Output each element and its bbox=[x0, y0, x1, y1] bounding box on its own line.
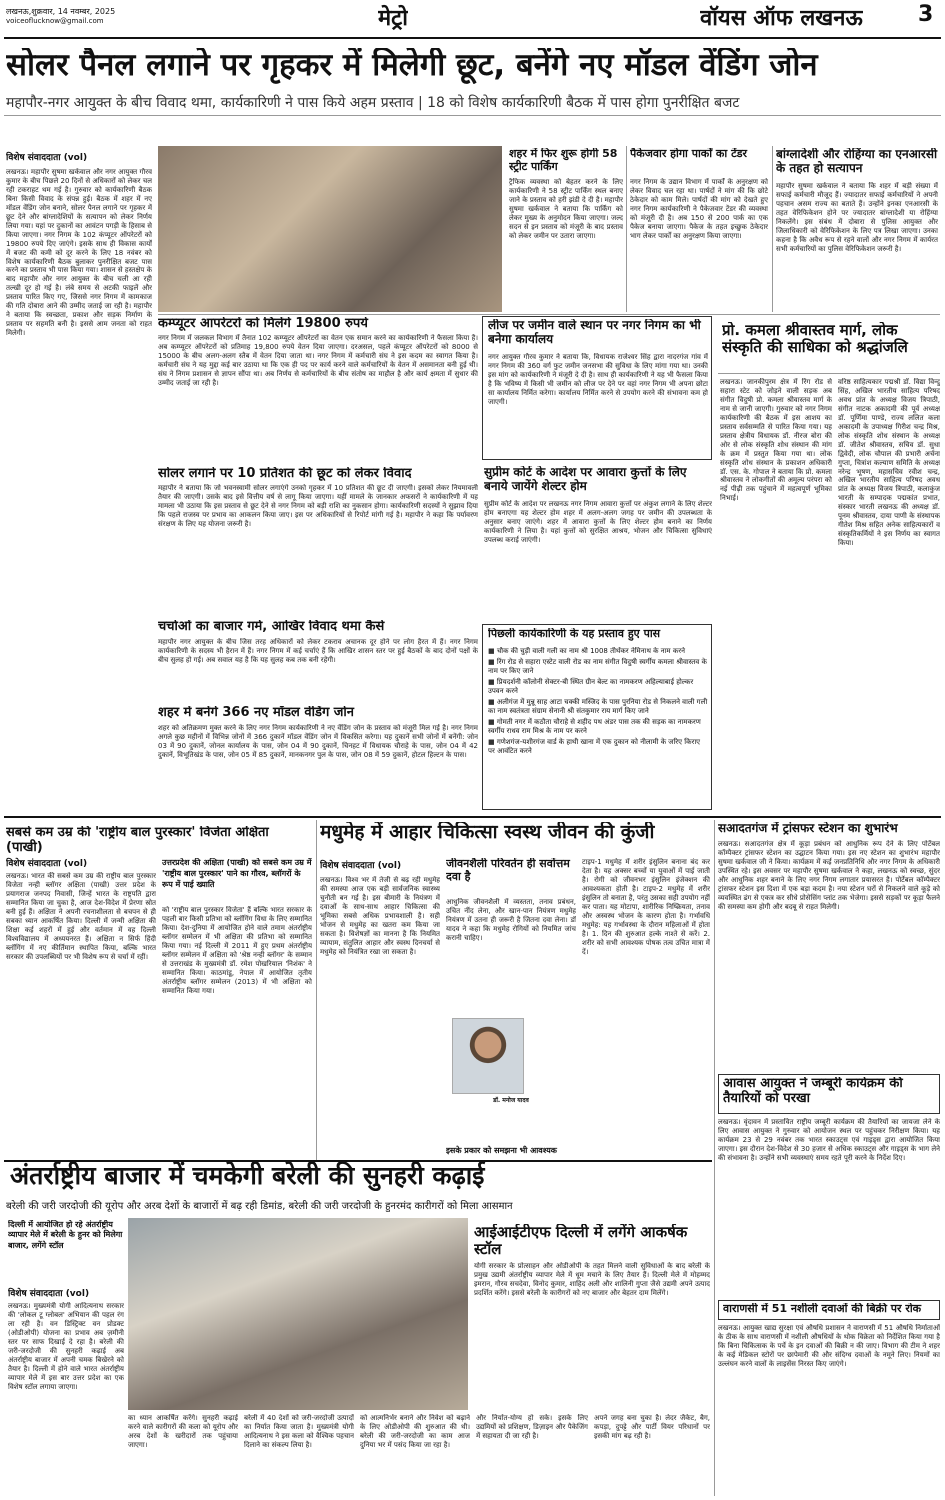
park-tender-headline: पैकेजवार होगा पार्कों का टेंडर bbox=[630, 148, 747, 160]
solar-rebate-headline: सोलर लगाने पर 10 प्रतिशत की छूट को लेकर विवाद bbox=[158, 467, 412, 481]
bangladeshi-headline: बांग्लादेशी और रोहिंग्या का एनआरसी के तहत हो सत्यापन bbox=[776, 148, 938, 175]
bareilly-sub-body: योगी सरकार के प्रोत्साहन और ओडीओपी के तहत मिलने वाली सुविधाओं के बाद बरेली के प्रमुख उद्यमी अंतर्राष्ट्रीय व्यापार मेले में धूम मचाने के लिए तैयार हैं। दिल्ली मेले में मोहम्मद इमरान, गौरव सचदेवा, विनोद कुमार, शाहिद अली और शालिनी गुप्ता जैसे उद्यमी अपने उत्पाद प्रदर्शित करेंगे। इससे बरेली के कारीगरों को नए बाजार और बेहतर दाम मिलेंगे। bbox=[474, 1262, 710, 1297]
vending-headline: शहर में बनेंगे 366 नए मॉडल वेंडिंग जोन bbox=[158, 706, 355, 720]
bareilly-col: और निर्यात-योग्य हो सके। इसके लिए उद्यमियों को प्रशिक्षण, डिज़ाइन और पैकेजिंग में सहायता दी जा रही है। bbox=[476, 1414, 588, 1440]
list-item: ■ अलीगंज में मुन्नू साह आटा चक्की मस्जिद के पास पुरनिया रोड से निकलने वाली गली का नाम स्वतंत्रता संग्राम सेनानी श्री संतकुमार राय मार्ग किए जाने bbox=[488, 698, 708, 716]
section-rule bbox=[4, 816, 941, 818]
transfer-body: लखनऊ। सआदतगंज क्षेत्र में कूड़ा प्रबंधन को आधुनिक रूप देने के लिए पोर्टेबल कॉम्पैक्टर ट्रांसफर स्टेशन का उद्घाटन किया गया। इस नए स्टेशन का शुभारंभ महापौर सुषमा खर्कवाल जी ने किया। कार्यक्रम में कई जनप्रतिनिधि और नगर निगम के अधिकारी उपस्थित रहे। इस अवसर पर महापौर सुषमा खर्कवाल ने कहा, लखनऊ को स्वच्छ, सुंदर और आधुनिक शहर बनाने के लिए नगर निगम लगातार प्रयासरत है। पोर्टेबल कॉम्पैक्टर ट्रांसफर स्टेशन इस दिशा में एक बड़ा कदम है। नया स्टेशन घरों से निकलने वाले कूड़े को व्यवस्थित ढंग से एकत्र कर सीधे प्रोसेसिंग प्लांट तक भेजेगा। इससे सड़कों पर कूड़ा फैलने की समस्या कम होगी और बदबू से राहत मिलेगी। bbox=[718, 840, 940, 911]
last-meeting-list bbox=[488, 647, 708, 757]
bareilly-sub-headline: आईआईटीएफ दिल्ली में लगेंगे आकर्षक स्टॉल bbox=[474, 1224, 688, 1259]
masthead-date: लखनऊ,शुक्रवार, 14 नवम्बर, 2025 bbox=[6, 7, 116, 16]
tribute-headline: प्रो. कमला श्रीवास्तव मार्ग, लोक संस्कृति की साधिका को श्रद्धांजलि bbox=[722, 322, 908, 357]
parking-body: ट्रैफिक व्यवस्था को बेहतर करने के लिए कार्यकारिणी ने 58 स्ट्रीट पार्किंग स्थल बनाए जाने के प्रस्ताव को हरी झंडी दे दी है। महापौर सुषमा खर्कवाल ने बताया कि पार्किंग को लेकर मुख्य के अनुमोदन किया जाएगा। जल्द सदन से इन प्रस्ताव को मंजूरी के बाद प्रस्ताव को लेकर जमीन पर उतारा जाएगा। bbox=[509, 178, 623, 240]
lead-body: लखनऊ। महापौर सुषमा खर्कवाल और नगर आयुक्त गौरव कुमार के बीच पिछले 20 दिनों से अधिकारों को लेकर चल रही टकराहट थम गई है। गुरुवार को कार्यकारिणी बैठक बिना किसी विवाद के संपन्न हुई। बैठक में शहर में नए मॉडल वेंडिंग जोन बनाने, सोलर पैनल लगाने पर गृहकर में छूट देने और बांग्लादेशियों के सत्यापन को लेकर निर्णय लिया गया। यहां पर दुकानों का आवंटन पगड़ी के हिसाब से किया जाएगा। नगर निगम के 102 कंप्यूटर ऑपरेटरों को 19800 रुपये दिए जाएंगे। इसके साथ ही विकास कार्यों में बजट की कमी को दूर करने के लिए 18 नवंबर को विशेष कार्यकारिणी बैठक बुलाकर पुनरीक्षित बजट पास करने का प्रस्ताव भी पास किया गया। शासन से हस्तक्षेप के बाद महापौर और नगर आयुक्त के बीच चली आ रही तल्खी दूर हो गई है। लंबे समय से अटकी फाइलें और प्रस्ताव पारित किए गए, जिससे नगर निगम में कामकाज की गति दोबारा आने की उम्मीद जताई जा रही है। महापौर ने बताया कि स्वच्छता, प्रकाश और सड़क निर्माण के प्रस्ताव पर सहमति बनी है। इससे आम जनता को राहत मिलेगी। bbox=[6, 168, 152, 338]
artisans-photo bbox=[128, 1218, 468, 1410]
bareilly-byline: विशेष संवाददाता (vol) bbox=[8, 1289, 90, 1299]
list-item: ■ प्रियदर्शनी कॉलोनी सेक्टर-बी स्थित ग्रीन बेल्ट का नामकरण अहिल्याबाई होल्कर उपवन करने bbox=[488, 678, 708, 696]
bareilly-tag: दिल्ली में आयोजित हो रहे अंतर्राष्ट्रीय व्यापार मेले में बरेली के हुनर को मिलेगा बाजार, लगेंगे स्टॉल bbox=[8, 1220, 123, 1250]
diabetes-col-3: टाइप-1 मधुमेह में शरीर इंसुलिन बनाना बंद कर देता है। यह अक्सर बच्चों या युवाओं में पाई जाती है। रोगी को जीवनभर इंसुलिन इंजेक्शन की आवश्यकता होती है। टाइप-2 मधुमेह में शरीर इंसुलिन तो बनाता है, परंतु उसका सही उपयोग नहीं कर पाता। यह मोटापा, शारीरिक निष्क्रियता, तनाव और अस्वस्थ भोजन के कारण होता है। गर्भावधि मधुमेह: यह गर्भावस्था के दौरान महिलाओं में होता है। 1. दिन की शुरुआत हल्के नाश्ते से करें। 2. शरीर को सभी आवश्यक पोषक तत्व उचित मात्रा में दें। bbox=[582, 858, 710, 956]
bareilly-subhead: बरेली की जरी जरदोजी की यूरोप और अरब देशों के बाजारों में बढ़ रही डिमांड, बरेली की जरी जरदोजी के हुनरमंद कारीगरों को मिला आसमान bbox=[6, 1201, 513, 1212]
diabetes-headline: मधुमेह में आहार चिकित्सा स्वस्थ जीवन की कुंजी bbox=[320, 822, 655, 843]
akshita-byline: विशेष संवाददाता (vol) bbox=[6, 859, 88, 869]
masthead-section: मेट्रो bbox=[378, 6, 408, 31]
lead-subhead: महापौर-नगर आयुक्त के बीच विवाद थमा, कार्यकारिणी ने पास किये अहम प्रस्ताव | 18 को विशेष कार्यकारिणी बैठक में पास होगा पुनरीक्षित बजट bbox=[6, 95, 740, 111]
varanasi-box bbox=[718, 1300, 940, 1320]
bareilly-col: बरेली में 40 देशों को जरी-जरदोजी उत्पादों का निर्यात किया जाता है। मुख्यमंत्री योगी आदित्यनाथ ने इस कला को वैश्विक पहचान दिलाने का संकल्प लिया है। bbox=[244, 1414, 354, 1449]
col-divider bbox=[626, 146, 627, 312]
masthead-page-number: 3 bbox=[918, 2, 934, 27]
akshita-body: लखनऊ। भारत की सबसे कम उम्र की राष्ट्रीय बाल पुरस्कार विजेता नन्ही ब्लॉगर अक्षिता (पाखी) उत्तर प्रदेश के प्रयागराज जनपद निवासी, जिन्हें भारत के राष्ट्रपति द्वारा सम्मानित किया जा चुका है, आज देश-विदेश में प्रेरणा स्रोत बनी हुई हैं। अक्षिता ने अपनी रचनाशीलता से बचपन से ही सबका ध्यान आकर्षित किया। दिल्ली में जन्मी अक्षिता की शिक्षा कई शहरों में हुई और वर्तमान में वह दिल्ली विश्वविद्यालय में अध्ययनरत हैं। अक्षिता न सिर्फ हिंदी ब्लॉगिंग में नए कीर्तिमान स्थापित किया, बल्कि भारत सरकार की उपलब्धियों पर भी विशेष रूप से चर्चा में रहीं। bbox=[6, 872, 156, 961]
park-tender-body: नगर निगम के उद्यान विभाग में पार्कों के अनुरक्षण को लेकर विवाद चल रहा था। पार्षदों ने मांग की कि छोटे ठेकेदार को काम मिले। पार्षदों की मांग को देखते हुए नगर निगम कार्यकारिणी ने पैकेजवार टेंडर की व्यवस्था को मंजूरी दी है। अब 150 से 200 पार्क का एक पैकेज बनाया जाएगा। पैकेज के तहत इच्छुक ठेकेदार भाग लेकर पार्कों का अनुरक्षण किया जाएगा। bbox=[630, 178, 768, 240]
jamboree-headline: आवास आयुक्त ने जम्बूरी कार्यक्रम की तैयारियों को परखा bbox=[723, 1077, 903, 1106]
diabetes-sub-body: आधुनिक जीवनशैली में व्यस्तता, तनाव प्रबंधन, उचित नींद लेना, और खान-पान नियंत्रण मधुमेह नियंत्रण में उतना ही जरूरी है जितना दवा लेना। डॉ यादव ने कहा कि मधुमेह रोगियों को नियमित जांच करानी चाहिए। bbox=[446, 898, 576, 942]
jamboree-box bbox=[718, 1074, 940, 1114]
bareilly-col: को आत्मनिर्भर बनाने और निवेश को बढ़ाने के लिए ओडीओपी की शुरुआत की थी। बरेली की जरी-जरदोजी का काम आज दुनिया भर में पसंद किया जा रहा है। bbox=[360, 1414, 470, 1449]
land-reuse-headline: लीज पर जमीन वाले स्थान पर नगर निगम का भी बनेगा कार्यालय bbox=[488, 319, 701, 346]
list-item: ■ चौक की चुड़ी वाली गली का नाम श्री 1008 तीर्थंकर नेमिनाथ के नाम करने bbox=[488, 647, 708, 656]
jamboree-body: लखनऊ। वृंदावन में प्रस्तावित राष्ट्रीय जम्बूरी कार्यक्रम की तैयारियों का जायजा लेने के लिए आवास आयुक्त ने गुरुवार को आयोजन स्थल पर पहुंचकर निरीक्षण किया। यह कार्यक्रम 23 से 29 नवंबर तक भारत स्काउट्स एवं गाइड्स द्वारा आयोजित किया जाएगा। इस दौरान देश-विदेश से 30 हजार से अधिक स्काउट्स और गाइड्स के भाग लेने की संभावना है। उन्होंने सभी व्यवस्थाएं समय रहते पूरी करने के निर्देश दिए। bbox=[718, 1118, 940, 1162]
land-reuse-box bbox=[482, 316, 712, 460]
akshita-body-2: को 'राष्ट्रीय बाल पुरस्कार विजेता' हैं बल्कि भारत सरकार के पहली बार किसी प्रतिभा को ब्लॉगिंग विधा के लिए सम्मानित किया। देश-दुनिया में आयोजित होने वाले तमाम अंतर्राष्ट्रीय ब्लॉगर सम्मेलन में भी अक्षिता की प्रतिभा को सम्मानित किया गया। नई दिल्ली में 2011 में हुए प्रथम अंतर्राष्ट्रीय ब्लॉगर सम्मेलन में अक्षिता को 'श्रेष्ठ नन्ही ब्लॉगर' के सम्मान से उत्तराखंड के मुख्यमंत्री डॉ. रमेश पोखरियाल 'निशंक' ने सम्मानित किया। काठमांडू, नेपाल में आयोजित तृतीय अंतर्राष्ट्रीय ब्लॉगर सम्मेलन (2013) में भी अक्षिता को सम्मानित किया गया। bbox=[162, 906, 312, 995]
akshita-headline: सबसे कम उम्र की 'राष्ट्रीय बाल पुरस्कार' विजेता अक्षिता (पाखी) bbox=[6, 826, 269, 855]
diabetes-byline: विशेष संवाददाता (vol) bbox=[320, 861, 402, 871]
bareilly-body: लखनऊ। मुख्यमंत्री योगी आदित्यनाथ सरकार की 'लोकल टू ग्लोबल' अभियान की पहल रंग ला रही है। वन डिस्ट्रिक्ट वन प्रोडक्ट (ओडीओपी) योजना का प्रभाव अब ज़मीनी स्तर पर साफ दिखाई दे रहा है। बरेली की जरी-जरदोजी की सुनहरी कढ़ाई अब अंतर्राष्ट्रीय बाजार में अपनी चमक बिखेरने को तैयार है। दिल्ली में होने वाले भारत अंतर्राष्ट्रीय व्यापार मेले में इस बार उत्तर प्रदेश का एक विशेष स्टॉल लगाया जाएगा। bbox=[8, 1302, 124, 1391]
bareilly-col: का ध्यान आकर्षित करेंगे। सुनहरी कढ़ाई करने वाले कारीगरों की कला को यूरोप और अरब देशों के खरीदारों तक पहुंचाया जाएगा। bbox=[128, 1414, 238, 1449]
bangladeshi-body: महापौर सुषमा खर्कवाल ने बताया कि शहर में बड़ी संख्या में सफाई कर्मचारी मौजूद हैं। ज्यादातर सफाई कर्मचारियों ने अपनी पहचान असम राज्य का बताते हैं। उन्होंने इनका एनआरसी के तहत वेरिफिकेशन होने पर ज्यादातर बांग्लादेशी या रोहिंग्या निकलेंगे। इस संबंध में दोबारा से पुलिस आयुक्त और जिलाधिकारी को वेरिफिकेशन के लिए पत्र लिखा जाएगा। उनका कहना है कि अवैध रूप से रहने वालों और नगर निगम में कार्यरत सभी कर्मचारियों का पुलिस वेरिफिकेशन जरूरी है। bbox=[776, 182, 938, 253]
list-item: ■ गोमती नगर में कठौता चौराहे से शहीद पथ अंडर पास तक की सड़क का नामकरण स्वर्गीय राधव राम मिश्र के नाम पर करने bbox=[488, 718, 708, 736]
transfer-headline: सआदतगंज में ट्रांसफर स्टेशन का शुभारंभ bbox=[718, 822, 898, 835]
list-item: ■ गणेशगंज-यशीरगंज वार्ड के हाथी खाना में एक दुकान को नीलामी के जरिए किराए पर आवंटित करने bbox=[488, 738, 708, 756]
varanasi-body: लखनऊ। आयुक्त खाद्य सुरक्षा एवं औषधि प्रशासन ने वाराणसी में 51 औषधि निर्माताओं के ठीक के साथ वाराणसी में नशीली औषधियों के थोक विक्रेता को निर्देशित किया गया है कि बिना चिकित्सक के पर्चे के इन दवाओं की बिक्री न की जाए। विभाग की टीम ने शहर के कई मेडिकल स्टोरों पर छापेमारी की और संदिग्ध दवाओं के नमूने लिए। नियमों का उल्लंघन करने वालों के लाइसेंस निरस्त किए जाएंगे। bbox=[718, 1324, 940, 1368]
last-meeting-headline: पिछली कार्यकारिणी के यह प्रस्ताव हुए पास bbox=[488, 628, 661, 640]
market-talk-headline: चर्चाओं का बाजार गर्म, आखिर विवाद थमा कैसे bbox=[158, 620, 385, 634]
akshita-pull-quote: उत्तरप्रदेश की अक्षिता (पाखी) को सबसे कम उम्र में 'राष्ट्रीय बाल पुरस्कार' पाने का गौरव, ब्लॉगरों के रूप में पाई ख्याति bbox=[162, 858, 312, 889]
tribute-divider bbox=[718, 373, 940, 374]
lead-byline: विशेष संवाददाता (vol) bbox=[6, 153, 88, 163]
computer-operators-body: नगर निगम में जलकल विभाग में तैनात 102 कम्प्यूटर ऑपरेटरों का वेतन एक समान करने का कार्यकारिणी ने फैसला किया है। अब कम्प्यूटर ऑपरेटरों को प्रतिमाह 19,800 रुपये वेतन दिया जाएगा। दरअसल, पहले कंप्यूटर ऑपरेटरों को 8000 से 15000 के बीच अलग-अलग स्तैब में वेतन दिया जाता था। नगर निगम में कर्मचारी संघ ने इस कदम का स्वागत किया है। कर्मचारी संघ ने यह मुद्दा कई बार उठाया था कि एक ही पद पर कार्य करने वाले कर्मचारियों के वेतन में असमानता बनी हुई थी। संघ ने निगम प्रशासन से ज्ञापन सौंपा था। अब निर्णय से कर्मचारियों के बीच संतोष का माहौल है और कार्य क्षमता में सुधार की उम्मीद जताई जा रही है। bbox=[158, 334, 478, 387]
tribute-body: लखनऊ। जानकीपुरम क्षेत्र में रिंग रोड से सहारा स्टेट को जोड़ने वाली सड़क अब संगीत विदुषी प्रो. कमला श्रीवास्तव मार्ग के नाम से जानी जाएगी। गुरुवार को नगर निगम कार्यकारिणी की बैठक में इस आशय का प्रस्ताव सर्वसम्मति से पारित किया गया। यह प्रस्ताव क्षेत्रीय विधायक डॉ. नीरज बोरा की ओर से लोक संस्कृति शोध संस्थान की मांग के क्रम में प्रस्तुत किया गया था। लोक संस्कृति शोध संस्थान के प्रकाशन अधिकारी डॉ. एस. के. गोपाल ने बताया कि प्रो. कमला श्रीवास्तव ने लोकगीतों की अमूल्य परंपरा को नई पीढ़ी तक पहुंचाने में महत्वपूर्ण भूमिका निभाई। bbox=[720, 378, 832, 503]
land-reuse-body: नगर आयुक्त गौरव कुमार ने बताया कि, विधायक राजेश्वर सिंह द्वारा नादरगंज गांव में नगर निगम की 360 वर्ग फुट जमीन जनसभा की सुविधा के लिए मांगा गया था। उनकी इस मांग को कार्यकारिणी ने मंजूरी दे दी है। साथ ही कार्यकारिणी ने यह भी फैसला किया है कि भविष्य में किसी भी जमीन को लीज पर देने पर वहां नगर निगम भी अपना छोटा सा कार्यालय निर्मित करेगा। कार्यालय निर्मित करने से उपयोग करने की संभावना कम हो जाएगी। bbox=[488, 353, 708, 406]
supreme-court-body: सुप्रीम कोर्ट के आदेश पर लखनऊ नगर निगम आवारा कुत्तों पर अंकुश लगाने के लिए शेल्टर होम बनाएगा यह शेल्टर होम शहर में अलग-अलग जगह पर जमीन की उपलब्धता के अनुसार बनाए जाएंगे। शहर में आवारा कुत्तों के लिए शेल्टर होम बनाने का निर्णय कार्यकारिणी ने लिया है। यहां कुत्तों को सुरक्षित आश्रय, भोजन और चिकित्सा सुविधाएं उपलब्ध कराई जाएंगी। bbox=[484, 500, 712, 544]
doctor-photo bbox=[452, 1018, 524, 1094]
list-item: ■ रिंग रोड से सहारा एस्टेट वाली रोड का नाम संगीत विदुषी स्वर्गीय कमला श्रीवास्तव के नाम पर किए जाने bbox=[488, 658, 708, 676]
masthead-brand: वॉयस ऑफ लखनऊ bbox=[700, 6, 863, 31]
col-divider bbox=[772, 146, 773, 312]
lead-divider bbox=[4, 115, 941, 116]
market-talk-body: महापौर नगर आयुक्त के बीच जिस तरह अधिकारों को लेकर टकराव अचानक दूर होने पर लोग हैरत में हैं। नगर निगम कार्यकारिणी के सदस्य भी हैरान में हैं। नगर निगम में कई चर्चाएं हैं कि आखिर शासन स्तर पर हुई बैठकों के बाद दोनों पक्षों के बीच सुलह हो गई। अब सवाल यह है कि यह सुलह कब तक बनी रहेगी। bbox=[158, 638, 478, 664]
masthead-rule bbox=[4, 37, 941, 39]
diabetes-sub-headline: जीवनशैली परिवर्तन ही सर्वोत्तम दवा है bbox=[446, 858, 570, 883]
bareilly-headline: अंतर्राष्ट्रीय बाजार में चमकेगी बरेली की सुनहरी कढ़ाई bbox=[10, 1162, 485, 1190]
last-meeting-box bbox=[482, 624, 712, 810]
section-divider bbox=[158, 314, 940, 315]
doctor-photo-caption: डॉ. मनोज यादव bbox=[493, 1097, 529, 1104]
computer-operators-headline: कम्प्यूटर आपरेटरों को मिलेंगे 19800 रुपये bbox=[158, 317, 368, 331]
parking-headline: शहर में फिर शुरू होगी 58 स्ट्रीट पार्किंग bbox=[509, 148, 618, 173]
tribute-sidebar: वरिष्ठ साहित्यकार पद्मश्री डॉ. विद्या विन्दु सिंह, अखिल भारतीय साहित्य परिषद अवध प्रांत के अध्यक्ष विजय त्रिपाठी, संगीत नाटक अकादमी की पूर्व अध्यक्ष डॉ. पूर्णिमा पाण्डे, राज्य ललित कला अकादमी के उपाध्यक्ष गिरीश चन्द्र मिश्र, लोक संस्कृति शोध संस्थान के अध्यक्ष डॉ. जीतेश श्रीवास्तव, सचिव डॉ. सुधा द्विवेदी, लोक चौपाल की प्रभारी अर्चना गुप्ता, चित्रांश कल्याण समिति के अध्यक्ष नरेन्द्र भूषण, महासचिव रवीश चन्द्र, अखिल भारतीय साहित्य परिषद अवध प्रांत के अध्यक्ष विजय त्रिपाठी, कलाकुंज भारती के सम्पादक पद्मकांत प्रभात, संस्कार भारती लखनऊ की अध्यक्ष डॉ. पूनम श्रीवास्तव, दाया पाणी के संस्थापक गीतेश मिश्र सहित अनेक साहित्यकारों व संस्कृतिकर्मियों ने इस निर्णय का स्वागत किया। bbox=[838, 378, 940, 548]
lead-headline: सोलर पैनल लगाने पर गृहकर में मिलेगी छूट, बनेंगे नए मॉडल वेंडिंग जोन bbox=[6, 48, 818, 83]
varanasi-headline: वाराणसी में 51 नशीली दवाओं की बिक्री पर रोक bbox=[723, 1303, 922, 1315]
diabetes-footer: इसके प्रकार को समझना भी आवश्यक bbox=[446, 1146, 557, 1155]
col-divider bbox=[714, 820, 715, 1496]
vending-body: शहर को अतिक्रमण मुक्त करने के लिए नगर निगम कार्यकारिणी ने नए वेंडिंग जोन के प्रस्ताव को मंजूरी मिल गई है। नगर निगम अगले कुछ महीनों में विभिन्न जोनों में 366 दुकानें मॉडल वेंडिंग जोन में विकसित करेगा। यह दुकानें सभी जोनों में बनेंगी: जोन 03 में 90 दुकानें, जोनल कार्यालय के पास, जोन 04 में 90 दुकानें, चिनहट में विधायक चौराहे के पास, जोन 04 में 42 दुकानें, विभूतिखंड के पास, जोन 05 में 85 दुकानें, मानकनगर पुल के पास, जोन 08 में 59 दुकानें, होटल हिल्टन के पास। bbox=[158, 724, 478, 759]
meeting-photo bbox=[158, 146, 502, 312]
col-divider bbox=[316, 820, 317, 1160]
supreme-court-headline: सुप्रीम कोर्ट के आदेश पर आवारा कुत्तों के लिए बनाये जायेंगे शेल्टर होम bbox=[484, 466, 687, 493]
solar-rebate-body: महापौर ने बताया कि जो भवनस्वामी सोलर लगाएंगे उनको गृहकर में 10 प्रतिशत की छूट दी जाएगी। इसको लेकर नियमावली तैयार की जाएगी। उसके बाद इसे वित्तीय वर्ष से लागू किया जाएगा। यहीं मामले के जानकार अफसरों ने कार्यकारिणी में यह मामला भी उठाया कि इस प्रस्ताव से छूट देने से नगर निगम को बड़ी राशि का नुकसान होगा। कार्यकारिणी सदस्यों ने सुझाव दिया कि पहले राजस्व पर प्रभाव का आकलन किया जाए। इस पर अधिकारियों से रिपोर्ट मांगी गई है। महापौर ने कहा कि पर्यावरण संरक्षण के लिए यह योजना जरूरी है। bbox=[158, 484, 478, 528]
diabetes-body: लखनऊ। विश्व भर में तेजी से बढ़ रही मधुमेह की समस्या आज एक बड़ी सार्वजनिक स्वास्थ्य चुनौती बन गई है। इस बीमारी के नियंत्रण में दवाओं के साथ-साथ आहार चिकित्सा की भूमिका सबसे अधिक प्रभावशाली है। सही भोजन से मधुमेह का खतरा कम किया जा सकता है। विशेषज्ञों का मानना है कि नियमित व्यायाम, संतुलित आहार और स्वस्थ दिनचर्या से मधुमेह को नियंत्रित रखा जा सकता है। bbox=[320, 876, 440, 956]
bareilly-col: अपने जगह बना चुका है। लेदर जैकेट, बैग, कपड़ा, दुपट्टे और पार्टी वियर परिधानों पर इसकी मांग बढ़ रही है। bbox=[594, 1414, 710, 1440]
masthead-email: voiceoflucknow@gmail.com bbox=[6, 17, 104, 25]
